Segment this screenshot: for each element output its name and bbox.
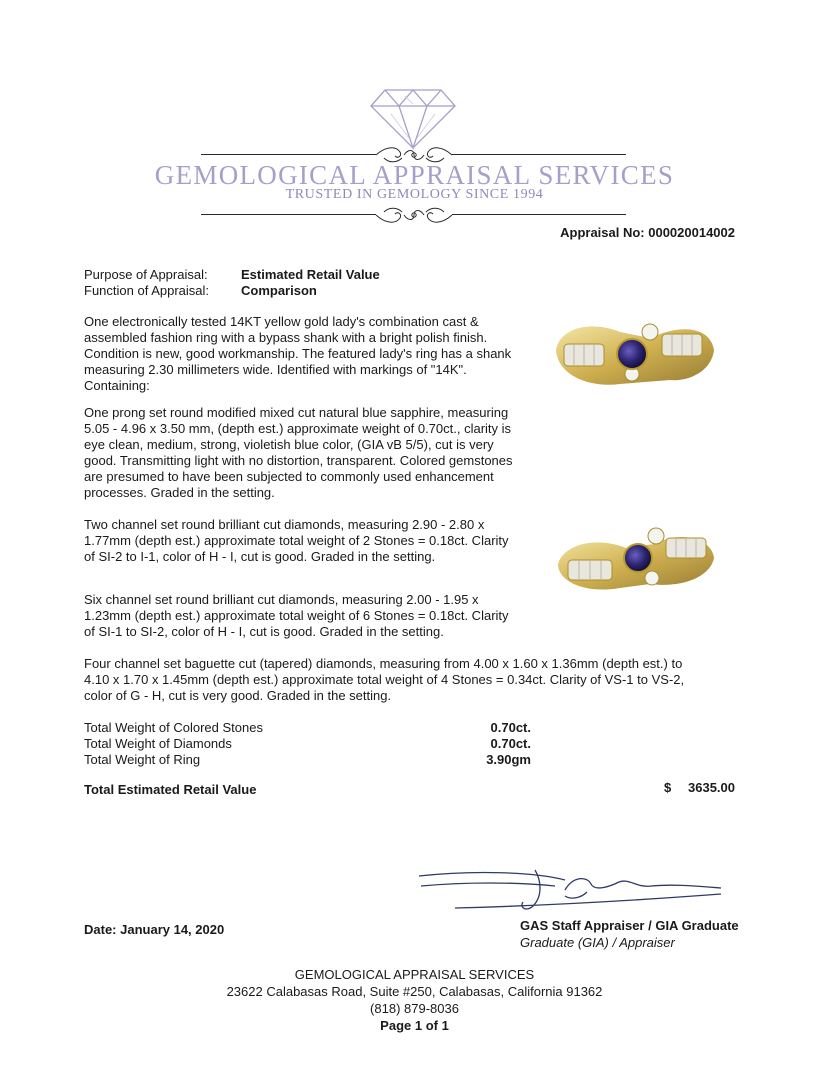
total-retail-value-label: Total Estimated Retail Value [84, 782, 257, 797]
purpose-value: Estimated Retail Value [241, 267, 380, 282]
appraisal-date: Date: January 14, 2020 [84, 922, 225, 937]
footer-phone: (818) 879-8036 [370, 1001, 459, 1016]
appraisal-number: Appraisal No: 000020014002 [560, 225, 735, 240]
round-diamonds-2-paragraph: Two channel set round brilliant cut diamonds, measuring 2.90 - 2.80 x 1.77mm (depth est.) approximate total weight of 2 Stones = 0.18ct. Clarity of SI-2 to I-1, color of H - I, cut is good. Graded in the setting. [84, 517, 509, 564]
total-ring-weight-value: 3.90gm [486, 752, 531, 767]
header-bottom-rule-right [452, 214, 626, 215]
total-retail-value: 3635.00 [688, 780, 735, 795]
function-value: Comparison [241, 283, 317, 298]
company-name: GEMOLOGICAL APPRAISAL SERVICES [154, 160, 675, 190]
total-diamonds-label: Total Weight of Diamonds [84, 736, 232, 751]
footer-address: 23622 Calabasas Road, Suite #250, Calabasas, California 91362 [226, 984, 603, 999]
function-label: Function of Appraisal: [84, 283, 210, 298]
company-tagline: TRUSTED IN GEMOLOGY SINCE 1994 [285, 187, 544, 202]
appraiser-credentials: Graduate (GIA) / Appraiser [520, 935, 675, 950]
footer-company: GEMOLOGICAL APPRAISAL SERVICES [294, 967, 535, 982]
baguette-diamonds-paragraph: Four channel set baguette cut (tapered) diamonds, measuring from 4.00 x 1.60 x 1.36mm (depth est.) to 4.10 x 1.70 x 1.45mm (depth est.) approximate total weight of 4 Stones = 0.34ct. Clarity of VS-1 to VS-2, color of G - H, cut is very good. Graded in the setting. [84, 656, 685, 703]
total-diamonds-value: 0.70ct. [490, 736, 531, 751]
total-colored-stones-label: Total Weight of Colored Stones [84, 720, 263, 735]
diamond-logo-icon [369, 88, 457, 150]
page-number: Page 1 of 1 [380, 1018, 449, 1033]
ring-description-paragraph: One electronically tested 14KT yellow gold lady's combination cast & assembled fashion ring with a bypass shank with a bright polish finish. Condition is new, good workmanship. The featured lady's ring has a shank measuring 2.30 millimeters wide. Identified with markings of "14K". Containing: [84, 314, 512, 393]
appraiser-signature [415, 866, 735, 916]
header-top-rule-right [452, 154, 626, 155]
total-colored-stones-value: 0.70ct. [490, 720, 531, 735]
appraiser-title: GAS Staff Appraiser / GIA Graduate [520, 918, 739, 933]
currency-symbol: $ [664, 780, 672, 795]
sapphire-description-paragraph: One prong set round modified mixed cut natural blue sapphire, measuring 5.05 - 4.96 x 3.50 mm, (depth est.) approximate weight of 0.70ct., clarity is eye clean, medium, strong, violetish blue color, (GIA vB 5/5), cut is very good. Transmitting light with no distortion, transparent. Colored gemstones are presumed to have been subjected to commonly used enhancement processes. Graded in the setting. [84, 405, 513, 500]
total-ring-weight-label: Total Weight of Ring [84, 752, 201, 767]
ring-photo-top [550, 310, 720, 400]
bottom-scroll-ornament-icon [374, 204, 454, 226]
header-bottom-rule-left [201, 214, 376, 215]
round-diamonds-6-paragraph: Six channel set round brilliant cut diamonds, measuring 2.00 - 1.95 x 1.23mm (depth est.) approximate total weight of 6 Stones = 0.18ct. Clarity of SI-1 to SI-2, color of H - I, cut is good. Graded in the setting. [84, 592, 509, 639]
ring-photo-bottom [550, 520, 720, 602]
purpose-label: Purpose of Appraisal: [84, 267, 208, 282]
header-top-rule-left [201, 154, 376, 155]
